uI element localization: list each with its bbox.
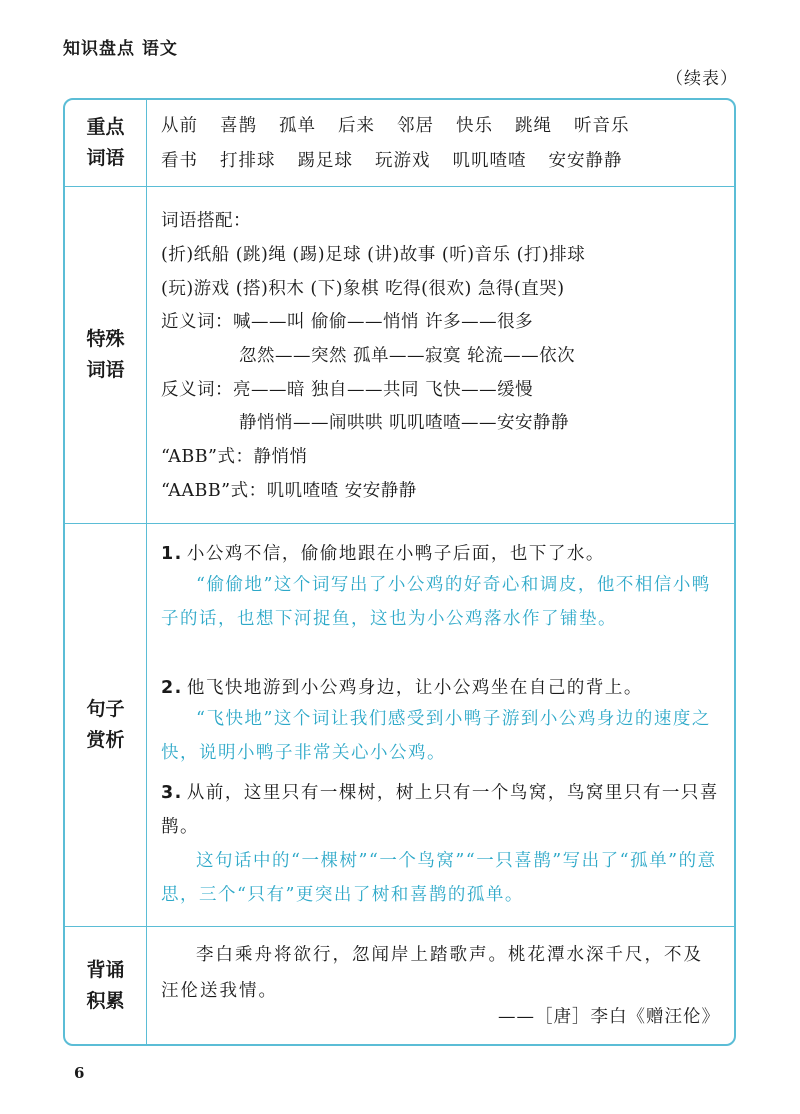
heading-recitation: 背诵积累 (86, 958, 125, 1012)
row-heading (65, 927, 147, 1044)
key-word: 打排球 (220, 151, 276, 171)
sentence-number: 2. (161, 678, 183, 698)
sentence-text: 从前，这里只有一棵树，树上只有一个鸟窝，鸟窝里只有一只喜鹊。 (161, 783, 719, 837)
antonyms-line: 反义词：亮——暗 独自——共同 飞快——缓慢 (161, 380, 534, 400)
poem-text: 李白乘舟将欲行，忽闻岸上踏歌声。桃花潭水深千尺，不及汪伦送我情。 (161, 945, 703, 1001)
key-word: 安安静静 (548, 151, 623, 171)
row-sentence-analysis (65, 524, 734, 927)
row-heading (65, 524, 147, 926)
sentence-note: 这句话中的“一棵树”“一个鸟窝”“一只喜鹊”写出了“孤单”的意思，三个“只有”更突出了树和喜鹊的孤单。 (161, 851, 717, 905)
row-key-words (65, 100, 734, 187)
sentence-text: 小公鸡不信，偷偷地跟在小鸭子后面，也下了水。 (186, 544, 605, 564)
antonyms-line: 静悄悄——闹哄哄 叽叽喳喳——安安静静 (239, 413, 570, 433)
key-word: 玩游戏 (375, 151, 431, 171)
sentence-number: 1. (161, 544, 183, 564)
sentence-analysis-cell (147, 524, 734, 926)
key-word: 喜鹊 (220, 116, 257, 136)
key-word: 踢足球 (297, 151, 353, 171)
heading-special-words: 特殊词语 (86, 328, 125, 381)
row-heading (65, 100, 147, 186)
key-word: 叽叽喳喳 (452, 151, 527, 171)
key-word: 看书 (161, 151, 198, 171)
sentence-number: 3. (161, 783, 183, 803)
key-word: 邻居 (397, 116, 434, 136)
collocation-label: 词语搭配： (161, 211, 251, 231)
collocation-line: (玩)游戏 (搭)积木 (下)象棋 吃得(很欢) 急得(直哭) (161, 279, 565, 299)
synonyms-line: 忽然——突然 孤单——寂寞 轮流——依次 (239, 346, 576, 366)
special-words-cell (147, 187, 734, 523)
sentence-item (161, 674, 720, 699)
abb-line: “ABB”式：静悄悄 (161, 447, 308, 467)
sentence-item (161, 776, 720, 844)
sentence-item (161, 540, 720, 565)
key-word: 从前 (161, 116, 198, 136)
synonyms-line: 近义词：喊——叫 偷偷——悄悄 许多——很多 (161, 312, 534, 332)
key-word: 孤单 (279, 116, 316, 136)
key-word: 听音乐 (574, 116, 630, 136)
collocation-line: (折)纸船 (跳)绳 (踢)足球 (讲)故事 (听)音乐 (打)排球 (161, 245, 586, 265)
recitation-cell (147, 927, 734, 1044)
sentence-note: “飞快地”这个词让我们感受到小鸭子游到小公鸡身边的速度之快，说明小鸭子非常关心小公鸡。 (161, 709, 711, 763)
page-header: 知识盘点 语文 (63, 39, 178, 59)
key-word: 后来 (338, 116, 375, 136)
key-word: 跳绳 (515, 116, 552, 136)
sentence-note: “偷偷地”这个词写出了小公鸡的好奇心和调皮，他不相信小鸭子的话，也想下河捉鱼，这也为小公鸡落水作了铺垫。 (161, 575, 711, 629)
row-recitation (65, 927, 734, 1044)
heading-sentence-analysis: 句子赏析 (86, 698, 125, 751)
aabb-line: “AABB”式：叽叽喳喳 安安静静 (161, 481, 417, 501)
continued-label: （续表） (666, 69, 738, 89)
row-special-words (65, 187, 734, 524)
key-words-line-2 (161, 147, 645, 172)
poem-source: ——［唐］李白《赠汪伦》 (498, 1007, 720, 1027)
knowledge-table (63, 98, 736, 1046)
row-heading (65, 187, 147, 523)
key-words-cell (147, 100, 734, 186)
sentence-text: 他飞快地游到小公鸡身边，让小公鸡坐在自己的背上。 (186, 678, 643, 698)
key-words-line-1 (161, 112, 652, 137)
key-word: 快乐 (456, 116, 493, 136)
heading-key-words: 重点词语 (86, 116, 125, 169)
page-number: 6 (74, 1064, 85, 1082)
